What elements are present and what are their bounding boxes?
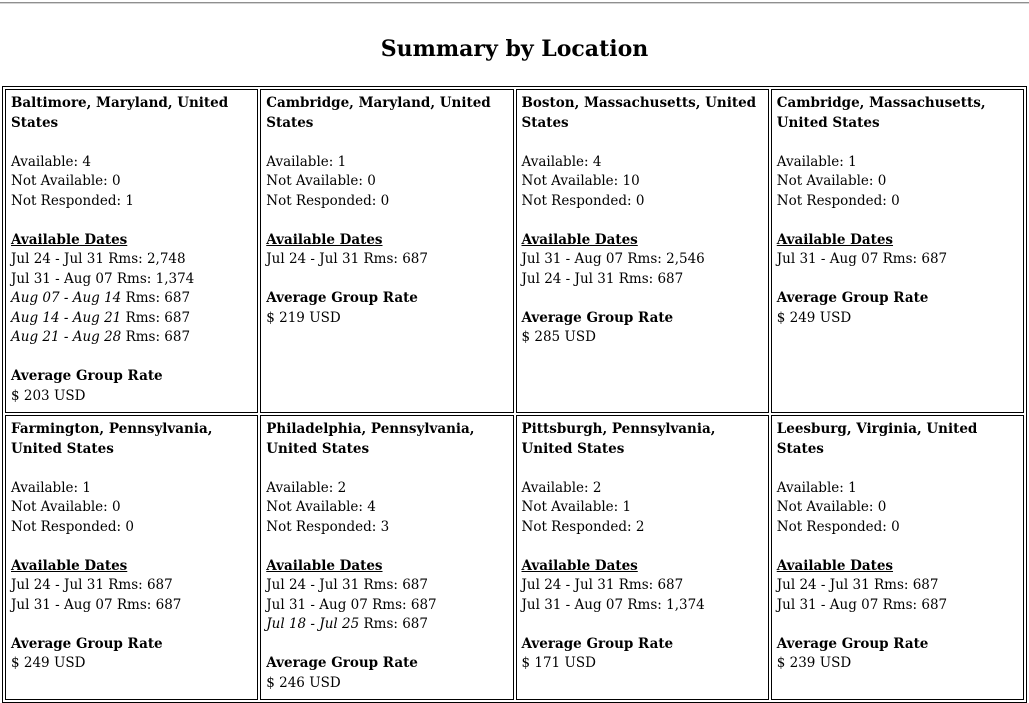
- rooms-count: Rms: 687: [125, 290, 191, 306]
- spacer: [11, 211, 251, 231]
- dates-list: [11, 250, 251, 348]
- rooms-count: Rms: 687: [125, 329, 191, 345]
- location-cell: [260, 89, 513, 413]
- average-group-rate-heading: Average Group Rate: [776, 290, 929, 306]
- dates-list: [266, 250, 506, 270]
- date-line: [266, 250, 506, 270]
- average-group-rate-value: $ 171 USD: [521, 655, 596, 671]
- available-dates-heading: Available Dates: [266, 231, 383, 248]
- rooms-count: Rms: 687: [882, 251, 948, 267]
- spacer: [522, 133, 762, 153]
- rooms-count: Rms: 687: [882, 596, 948, 613]
- spacer: [266, 537, 506, 557]
- spacer: [266, 270, 506, 290]
- spacer: [522, 211, 762, 231]
- location-cell: [771, 89, 1024, 413]
- stat-not-available: Not Available: 0: [776, 173, 887, 189]
- spacer: [11, 133, 251, 153]
- spacer: [777, 211, 1017, 231]
- available-dates-heading: Available Dates: [11, 231, 128, 248]
- stat-not-available: Not Available: 10: [521, 173, 640, 189]
- date-line: [11, 289, 251, 309]
- dates-list: [11, 576, 251, 615]
- dates-list: [777, 576, 1017, 615]
- date-line: [11, 576, 251, 596]
- date-range: Jul 31 - Aug 07: [266, 596, 368, 613]
- rooms-count: Rms: 2,546: [627, 251, 705, 267]
- average-group-rate-value: $ 249 USD: [776, 309, 852, 326]
- location-name: Farmington, Pennsylvania, United States: [11, 421, 213, 457]
- rooms-count: Rms: 687: [372, 596, 437, 613]
- date-line: [266, 615, 506, 635]
- stat-available: Available: 2: [266, 479, 347, 496]
- table-row: [5, 89, 1024, 413]
- average-group-rate-heading: Average Group Rate: [266, 655, 418, 671]
- average-group-rate-value: $ 219 USD: [266, 309, 341, 326]
- date-line: [11, 328, 251, 348]
- stat-not-responded: Not Responded: 0: [266, 192, 390, 209]
- rooms-count: Rms: 687: [108, 577, 173, 593]
- date-line: [11, 596, 251, 616]
- available-dates-heading: Available Dates: [776, 557, 894, 574]
- available-dates-heading: Available Dates: [521, 557, 638, 574]
- dates-list: [777, 250, 1017, 270]
- date-range: Jul 31 - Aug 07: [776, 251, 879, 267]
- available-dates-heading: Available Dates: [521, 231, 638, 248]
- stat-available: Available: 4: [521, 153, 602, 170]
- average-group-rate-heading: Average Group Rate: [266, 290, 418, 306]
- date-line: [777, 596, 1017, 616]
- date-range: Aug 07 - Aug 14: [11, 290, 122, 306]
- location-cell: [5, 415, 258, 700]
- spacer: [11, 537, 251, 557]
- date-range: Jul 24 - Jul 31: [266, 577, 360, 593]
- location-cell: [5, 89, 258, 413]
- rooms-count: Rms: 1,374: [627, 596, 705, 613]
- available-dates-heading: Available Dates: [11, 557, 128, 574]
- date-range: Jul 31 - Aug 07: [521, 251, 624, 267]
- rooms-count: Rms: 687: [363, 251, 428, 267]
- spacer: [522, 289, 762, 309]
- spacer: [777, 537, 1017, 557]
- date-line: [266, 576, 506, 596]
- location-name: Cambridge, Maryland, United States: [266, 95, 491, 131]
- dates-list: [266, 576, 506, 635]
- stat-not-responded: Not Responded: 0: [776, 192, 900, 209]
- page-title: Summary by Location: [380, 36, 649, 62]
- stat-not-responded: Not Responded: 2: [521, 518, 645, 535]
- rooms-count: Rms: 687: [116, 596, 182, 613]
- date-range: Jul 24 - Jul 31: [11, 577, 104, 593]
- spacer: [522, 459, 762, 479]
- date-line: [522, 250, 762, 270]
- spacer: [522, 537, 762, 557]
- dates-list: [522, 576, 762, 615]
- stat-not-responded: Not Responded: 0: [521, 192, 645, 209]
- spacer: [777, 133, 1017, 153]
- location-name: Pittsburgh, Pennsylvania, United States: [521, 421, 716, 457]
- rooms-count: Rms: 2,748: [108, 251, 186, 267]
- location-name: Leesburg, Virginia, United States: [776, 421, 978, 457]
- date-line: [522, 270, 762, 290]
- date-line: [777, 576, 1017, 596]
- spacer: [11, 348, 251, 368]
- location-cell: [516, 415, 769, 700]
- stat-available: Available: 1: [11, 479, 91, 496]
- spacer: [11, 459, 251, 479]
- spacer: [777, 615, 1017, 635]
- stat-not-responded: Not Responded: 0: [776, 518, 900, 535]
- date-line: [11, 250, 251, 270]
- average-group-rate-heading: Average Group Rate: [521, 635, 674, 652]
- date-range: Jul 24 - Jul 31: [521, 577, 615, 593]
- spacer: [266, 211, 506, 231]
- stat-not-available: Not Available: 0: [776, 499, 887, 515]
- spacer: [266, 459, 506, 479]
- spacer: [522, 615, 762, 635]
- rooms-count: Rms: 687: [363, 616, 428, 632]
- average-group-rate-value: $ 249 USD: [11, 655, 86, 671]
- stat-available: Available: 4: [11, 153, 91, 170]
- available-dates-heading: Available Dates: [776, 231, 894, 248]
- average-group-rate-value: $ 239 USD: [776, 655, 852, 671]
- date-range: Jul 24 - Jul 31: [11, 251, 104, 267]
- stat-not-available: Not Available: 0: [11, 173, 121, 189]
- average-group-rate-heading: Average Group Rate: [11, 635, 163, 652]
- date-line: [266, 596, 506, 616]
- date-range: Jul 31 - Aug 07: [776, 596, 879, 613]
- rooms-count: Rms: 687: [125, 309, 191, 326]
- stat-not-available: Not Available: 0: [266, 173, 376, 189]
- average-group-rate-heading: Average Group Rate: [776, 635, 929, 652]
- stat-available: Available: 1: [776, 479, 857, 496]
- date-range: Aug 14 - Aug 21: [11, 309, 122, 326]
- average-group-rate-heading: Average Group Rate: [521, 309, 674, 326]
- average-group-rate-value: $ 203 USD: [11, 387, 86, 404]
- date-line: [522, 596, 762, 616]
- date-line: [11, 270, 251, 290]
- dates-list: [522, 250, 762, 289]
- stat-not-responded: Not Responded: 1: [11, 192, 134, 209]
- stat-not-available: Not Available: 0: [11, 499, 121, 515]
- average-group-rate-value: $ 246 USD: [266, 674, 341, 691]
- spacer: [266, 133, 506, 153]
- location-cell: [771, 415, 1024, 700]
- rooms-count: Rms: 687: [363, 577, 428, 593]
- rooms-count: Rms: 1,374: [116, 270, 195, 287]
- date-line: [522, 576, 762, 596]
- stat-not-responded: Not Responded: 0: [11, 518, 134, 535]
- spacer: [266, 635, 506, 655]
- location-cell: [260, 415, 513, 700]
- location-name: Baltimore, Maryland, United States: [11, 95, 229, 131]
- spacer: [777, 270, 1017, 290]
- stat-available: Available: 2: [521, 479, 602, 496]
- location-cell: [516, 89, 769, 413]
- stat-not-responded: Not Responded: 3: [266, 518, 390, 535]
- spacer: [777, 459, 1017, 479]
- table-row: [5, 415, 1024, 700]
- average-group-rate-value: $ 285 USD: [521, 329, 596, 345]
- date-range: Aug 21 - Aug 28: [11, 329, 122, 345]
- summary-by-location-table: [2, 86, 1027, 703]
- date-range: Jul 24 - Jul 31: [521, 270, 615, 287]
- top-divider: [0, 2, 1029, 4]
- date-range: Jul 31 - Aug 07: [11, 596, 113, 613]
- average-group-rate-heading: Average Group Rate: [11, 368, 163, 384]
- stat-not-available: Not Available: 4: [266, 499, 376, 515]
- date-line: [777, 250, 1017, 270]
- stat-not-available: Not Available: 1: [521, 499, 632, 515]
- location-name: Philadelphia, Pennsylvania, United States: [266, 421, 475, 457]
- rooms-count: Rms: 687: [873, 577, 939, 593]
- stat-available: Available: 1: [266, 153, 347, 170]
- date-range: Jul 24 - Jul 31: [266, 251, 360, 267]
- rooms-count: Rms: 687: [618, 577, 684, 593]
- date-range: Jul 31 - Aug 07: [11, 270, 113, 287]
- date-range: Jul 31 - Aug 07: [521, 596, 624, 613]
- rooms-count: Rms: 687: [618, 270, 684, 287]
- location-name: Boston, Massachusetts, United States: [521, 95, 757, 131]
- stat-available: Available: 1: [776, 153, 857, 170]
- summary-table-body: [5, 89, 1024, 700]
- available-dates-heading: Available Dates: [266, 557, 383, 574]
- date-range: Jul 24 - Jul 31: [776, 577, 870, 593]
- date-range: Jul 18 - Jul 25: [266, 616, 360, 632]
- spacer: [11, 615, 251, 635]
- location-name: Cambridge, Massachusetts, United States: [776, 95, 986, 131]
- date-line: [11, 309, 251, 329]
